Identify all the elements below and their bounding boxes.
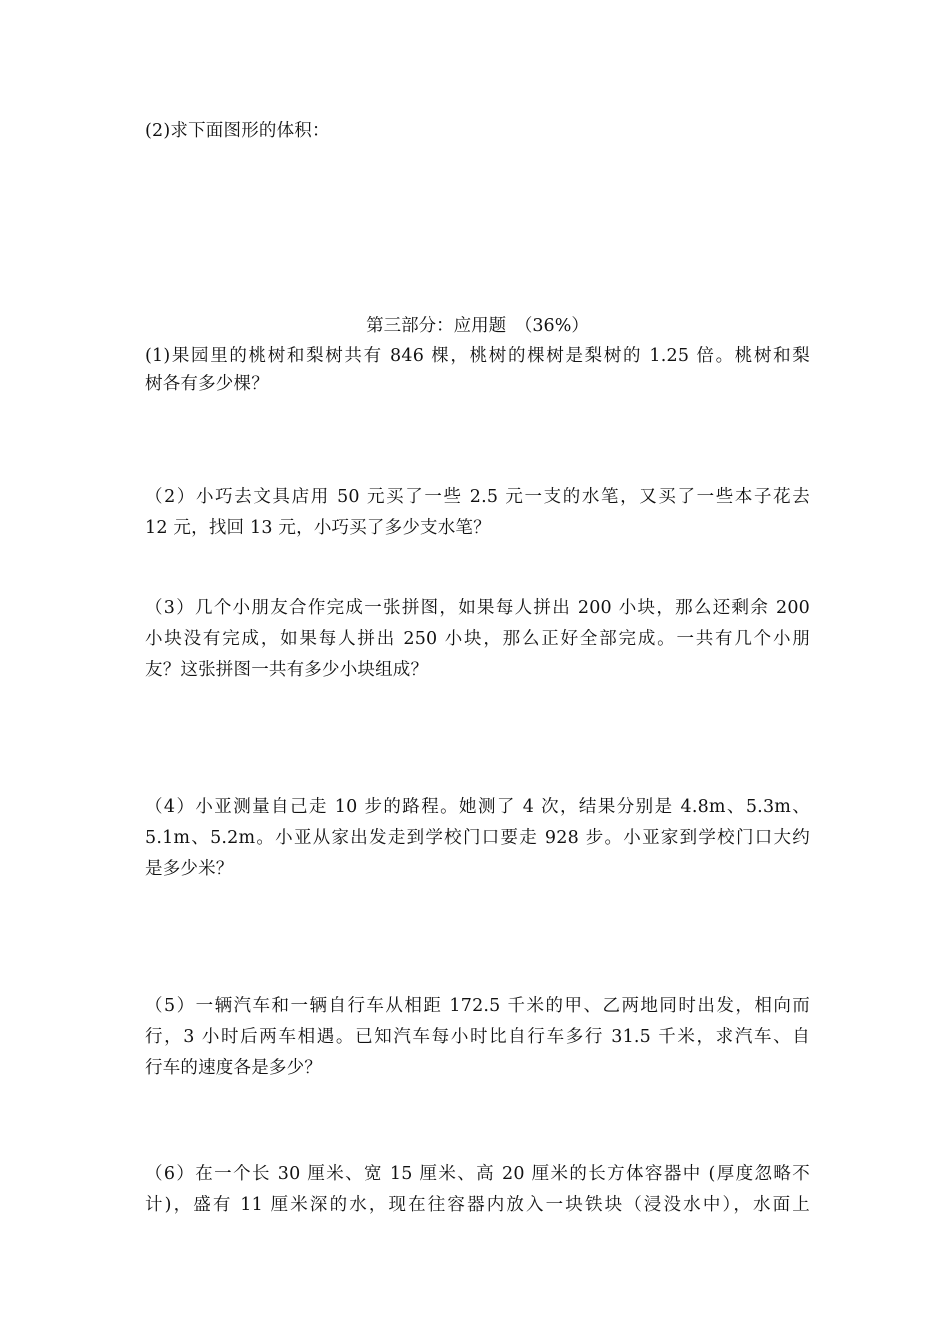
question-5-line-2: 行，3 小时后两车相遇。已知汽车每小时比自行车多行 31.5 千米，求汽车、自 <box>145 1027 810 1047</box>
question-6-line-2: 计)，盛有 11 厘米深的水，现在往容器内放入一块铁块（浸没水中），水面上 <box>145 1195 810 1215</box>
question-5-line-3: 行车的速度各是多少？ <box>145 1058 322 1078</box>
question-3-line-3: 友？这张拼图一共有多少小块组成？ <box>145 660 429 680</box>
question-3-line-2: 小块没有完成，如果每人拼出 250 小块，那么正好全部完成。一共有几个小朋 <box>145 629 810 649</box>
question-5-line-1: （5）一辆汽车和一辆自行车从相距 172.5 千米的甲、乙两地同时出发，相向而 <box>145 996 810 1016</box>
question-1-line-1: (1)果园里的桃树和梨树共有 846 棵，桃树的棵树是梨树的 1.25 倍。桃树和梨 <box>145 346 810 366</box>
question-3-line-1: （3）几个小朋友合作完成一张拼图，如果每人拼出 200 小块，那么还剩余 200 <box>145 598 810 618</box>
part2-question-2: (2)求下面图形的体积： <box>145 121 330 141</box>
question-2-line-2: 12 元，找回 13 元，小巧买了多少支水笔？ <box>145 518 491 538</box>
question-1-line-2: 树各有多少棵？ <box>145 374 269 394</box>
section-title: 第三部分：应用题 （36%） <box>366 316 589 336</box>
question-2-line-1: （2）小巧去文具店用 50 元买了一些 2.5 元一支的水笔，又买了一些本子花去 <box>145 487 810 507</box>
question-4-line-1: （4）小亚测量自己走 10 步的路程。她测了 4 次，结果分别是 4.8m、5.3m、 <box>145 797 810 817</box>
question-4-line-2: 5.1m、5.2m。小亚从家出发走到学校门口要走 928 步。小亚家到学校门口大约 <box>145 828 810 848</box>
question-4-line-3: 是多少米？ <box>145 859 234 879</box>
question-6-line-1: （6）在一个长 30 厘米、宽 15 厘米、高 20 厘米的长方体容器中 (厚度忽略不 <box>145 1164 810 1184</box>
